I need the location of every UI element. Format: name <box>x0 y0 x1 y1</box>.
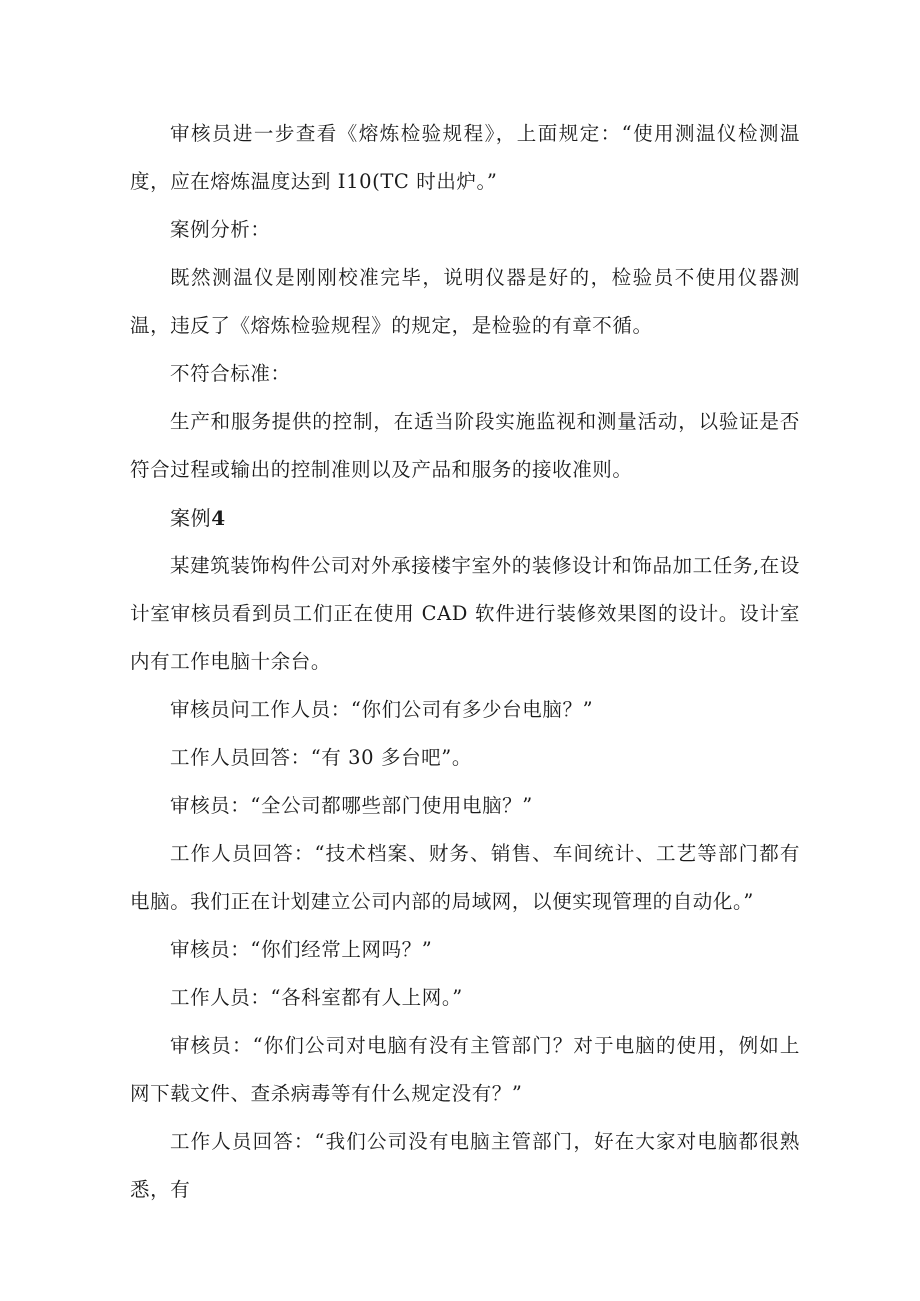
dialogue-line-2: 工作人员回答：“有 30 多台吧”。 <box>170 746 472 769</box>
dialogue-line-5: 审核员：“你们经常上网吗？” <box>170 938 433 961</box>
case-heading <box>130 494 800 542</box>
paragraph-case-analysis: 既然测温仪是刚刚校准完毕，说明仪器是好的，检验员不使用仪器测温，违反了《熔炼检验规程》的规定，是检验的有章不循。 <box>130 266 800 337</box>
case-heading-number: 4 <box>211 506 226 530</box>
paragraph-standard-clause: 生产和服务提供的控制，在适当阶段实施监视和测量活动，以验证是否符合过程或输出的控制准则以及产品和服务的接收准则。 <box>130 410 800 481</box>
dialogue-line-8: 工作人员回答：“我们公司没有电脑主管部门，好在大家对电脑都很熟悉，有 <box>130 1130 800 1201</box>
paragraph-inspection-rule: 审核员进一步查看《熔炼检验规程》，上面规定：“使用测温仪检测温度，应在熔炼温度达到 I10(TC 时出炉。” <box>130 122 800 193</box>
case-heading-text: 案例 <box>170 506 212 530</box>
paragraph-nonconformity-label: 不符合标准： <box>170 362 291 385</box>
dialogue-line-3: 审核员：“全公司都哪些部门使用电脑？” <box>170 794 533 817</box>
dialogue-line-7: 审核员：“你们公司对电脑有没有主管部门？对于电脑的使用，例如上网下载文件、查杀病毒等有什么规定没有？” <box>130 1034 800 1105</box>
dialogue-line-1: 审核员问工作人员：“你们公司有多少台电脑？” <box>170 698 594 721</box>
dialogue-line-6: 工作人员：“各科室都有人上网。” <box>170 986 463 1009</box>
dialogue-line-4: 工作人员回答：“技术档案、财务、销售、车间统计、工艺等部门都有电脑。我们正在计划建立公司内部的局域网，以便实现管理的自动化。” <box>130 842 800 913</box>
paragraph-case-description: 某建筑装饰构件公司对外承接楼宇室外的装修设计和饰品加工任务,在设计室审核员看到员工们正在使用 CAD 软件进行装修效果图的设计。设计室内有工作电脑十余台。 <box>130 554 800 673</box>
paragraph-case-analysis-label: 案例分析： <box>170 218 271 241</box>
